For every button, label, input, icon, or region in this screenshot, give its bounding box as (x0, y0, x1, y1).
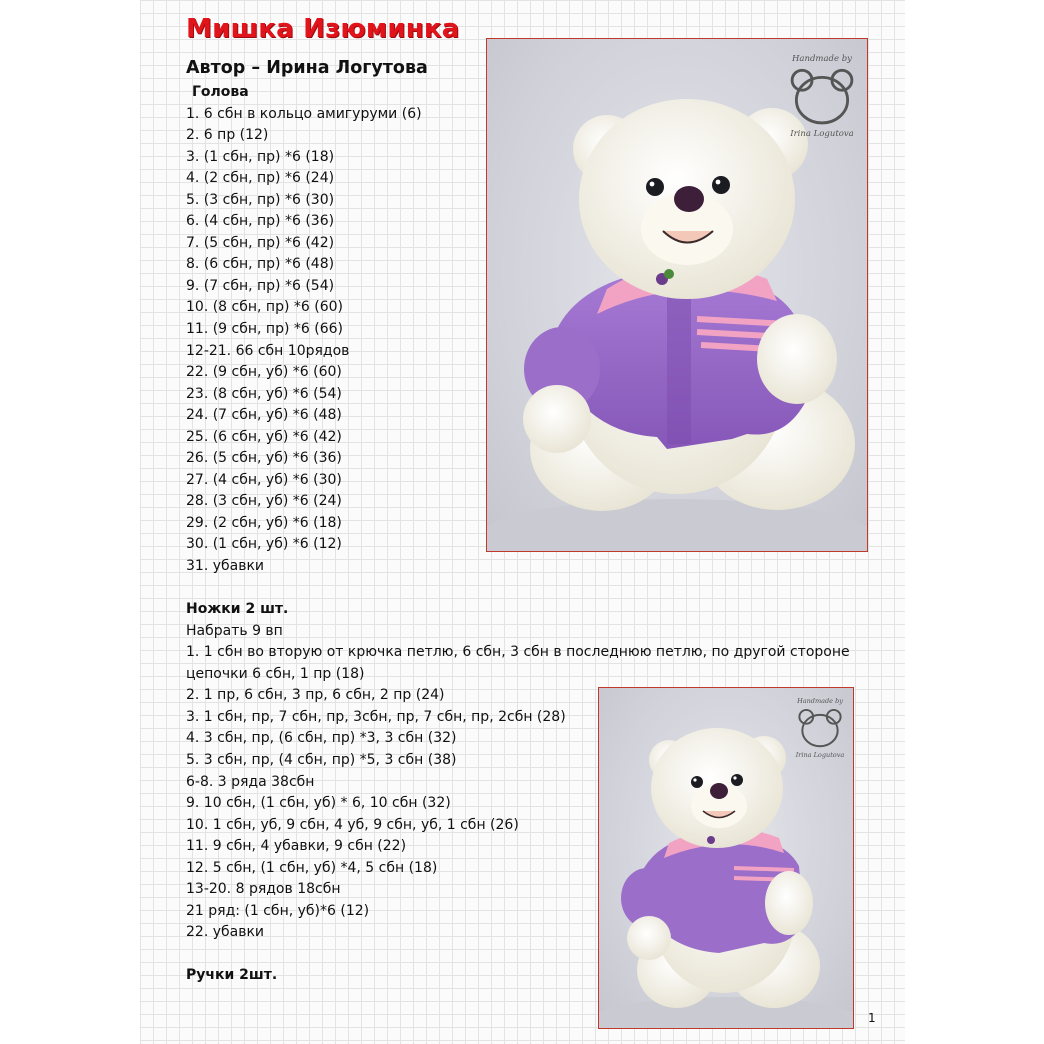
pattern-row: 6-8. 3 ряда 38сбн (186, 773, 315, 790)
pattern-row: 4. (2 сбн, пр) *6 (24) (186, 170, 335, 187)
pattern-row: 1. 1 сбн во вторую от крючка петлю, 6 сбн, 3 сбн в последнюю петлю, по другой стороне (186, 644, 850, 661)
watermark-line-2: Irina Logutova (795, 750, 845, 759)
section-heading: Голова (192, 84, 249, 100)
page-number: 1 (868, 1011, 876, 1025)
pattern-row: 12-21. 66 сбн 10рядов (186, 342, 350, 359)
pattern-row: 25. (6 сбн, уб) *6 (42) (186, 428, 342, 445)
watermark-line-2: Irina Logutova (790, 129, 854, 140)
pattern-row: 11. 9 сбн, 4 убавки, 9 сбн (22) (186, 838, 407, 855)
pattern-row: 3. 1 сбн, пр, 7 сбн, пр, 3сбн, пр, 7 сбн, пр, 2сбн (28) (186, 708, 566, 725)
pattern-row: 29. (2 сбн, уб) *6 (18) (186, 514, 342, 531)
pattern-row: 1. 6 сбн в кольцо амигуруми (6) (186, 105, 422, 122)
watermark-large (785, 55, 859, 139)
watermark-small (793, 698, 847, 758)
pattern-row: 8. (6 сбн, пр) *6 (48) (186, 256, 335, 273)
pattern-row: 10. 1 сбн, уб, 9 сбн, 4 уб, 9 сбн, уб, 1 сбн (26) (186, 816, 519, 833)
bear-photo-small (598, 687, 854, 1029)
section-heading: Ручки 2шт. (186, 967, 278, 984)
watermark-bear-icon (785, 66, 859, 129)
pattern-row: 5. (3 сбн, пр) *6 (30) (186, 191, 335, 208)
pattern-row: 26. (5 сбн, уб) *6 (36) (186, 450, 342, 467)
pattern-row: 23. (8 сбн, уб) *6 (54) (186, 385, 342, 402)
watermark-line-1: Handmade by (792, 54, 852, 64)
watermark-line-1: Handmade by (797, 697, 843, 705)
pattern-row: 30. (1 сбн, уб) *6 (12) (186, 536, 342, 553)
pattern-row: 6. (4 сбн, пр) *6 (36) (186, 213, 335, 230)
pattern-row: 22. убавки (186, 924, 265, 941)
section-heading: Ножки 2 шт. (186, 601, 289, 618)
pattern-row: 2. 1 пр, 6 сбн, 3 пр, 6 сбн, 2 пр (24) (186, 687, 445, 704)
pattern-row: 4. 3 сбн, пр, (6 сбн, пр) *3, 3 сбн (32) (186, 730, 457, 747)
pattern-row: 31. убавки (186, 558, 265, 575)
blank-line (186, 578, 876, 600)
pattern-row: 5. 3 сбн, пр, (4 сбн, пр) *5, 3 сбн (38) (186, 751, 457, 768)
pattern-row: 21 ряд: (1 сбн, уб)*6 (12) (186, 902, 370, 919)
pattern-row: Набрать 9 вп (186, 622, 283, 639)
pattern-row: 10. (8 сбн, пр) *6 (60) (186, 299, 343, 316)
pattern-row: 9. 10 сбн, (1 сбн, уб) * 6, 10 сбн (32) (186, 795, 451, 812)
document-author: Автор – Ирина Логутова (186, 58, 428, 78)
pattern-row: 3. (1 сбн, пр) *6 (18) (186, 148, 335, 165)
pattern-row: 11. (9 сбн, пр) *6 (66) (186, 321, 343, 338)
document-title: Мишка Изюминка (186, 14, 460, 44)
pattern-row: 22. (9 сбн, уб) *6 (60) (186, 364, 342, 381)
pattern-row: 27. (4 сбн, уб) *6 (30) (186, 471, 342, 488)
pattern-row: 7. (5 сбн, пр) *6 (42) (186, 234, 335, 251)
pattern-row: 12. 5 сбн, (1 сбн, уб) *4, 5 сбн (18) (186, 859, 438, 876)
pattern-row: 13-20. 8 рядов 18сбн (186, 881, 341, 898)
pattern-row: 24. (7 сбн, уб) *6 (48) (186, 407, 342, 424)
pattern-row: цепочки 6 сбн, 1 пр (18) (186, 665, 365, 682)
bear-photo-large (486, 38, 868, 552)
pattern-row: 2. 6 пр (12) (186, 127, 269, 144)
watermark-bear-icon (793, 707, 847, 750)
pattern-row: 9. (7 сбн, пр) *6 (54) (186, 277, 335, 294)
pattern-row: 28. (3 сбн, уб) *6 (24) (186, 493, 342, 510)
